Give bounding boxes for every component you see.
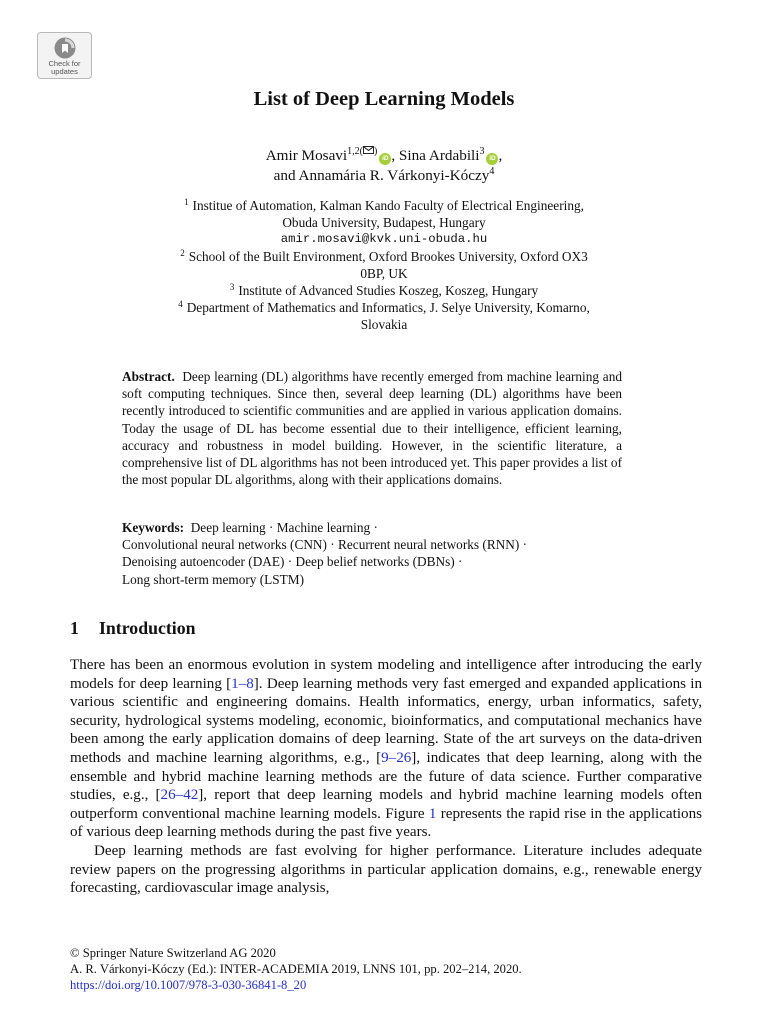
badge-text-line2: updates [51, 67, 78, 76]
author-affiliation-marker: 4 [489, 166, 495, 177]
affiliation-4: $^4$ Department of Mathematics and Informatics, J. Selye University, Komarno, [178, 298, 590, 315]
abstract-label: Abstract. [122, 369, 175, 384]
author-name: Sina Ardabili [398, 147, 480, 165]
badge-text-line1: Check for [48, 59, 81, 68]
keywords-line-3: Denoising autoencoder (DAE) · Deep belief networks (DBNs) · [122, 554, 463, 570]
affiliations [120, 197, 648, 333]
affiliation-1-line-2: Obuda University, Budapest, Hungary [282, 215, 486, 230]
paragraph-2: Deep learning methods are fast evolving for higher performance. Literature includes adequate review papers on the progressing algorithms in particular application domains, e.g., renewable energy forecasting, cardiovascular image analysis, [70, 842, 702, 897]
envelope-icon[interactable] [363, 146, 374, 154]
orcid-icon[interactable]: iD [486, 153, 498, 165]
copyright-line: © Springer Nature Switzerland AG 2020 [70, 946, 276, 960]
body-text [70, 656, 702, 898]
keywords [122, 519, 632, 588]
author-name: Annamária R. Várkonyi-Kóczy [298, 167, 490, 185]
citation-link[interactable]: 9–26 [381, 749, 412, 766]
author-line-1: Amir Mosavi$^{1,2( )}$iD , Sina Ardabili$^3$iD , [265, 146, 503, 165]
doi-link[interactable]: https://doi.org/10.1007/978-3-030-36841-8_20 [70, 978, 307, 992]
affiliation-2-line-2: 0BP, UK [360, 266, 408, 281]
citation-line: A. R. Várkonyi-Kóczy (Ed.): INTER-ACADEMIA 2019, LNNS 101, pp. 202–214, 2020. [70, 962, 522, 976]
keywords-line-2: Convolutional neural networks (CNN) · Recurrent neural networks (RNN) · [122, 537, 528, 553]
keywords-line-4: Long short-term memory (LSTM) [122, 571, 305, 587]
citation-link[interactable]: 26–42 [160, 787, 199, 804]
author-name: Amir Mosavi [265, 147, 348, 165]
abstract-text: Deep learning (DL) algorithms have recently emerged from machine learning and soft computing techniques. Since then, several deep learning (DL) algorithms have been recently introduced to scientific communities and are applied in various application domains. Today the usage of DL has become essential due to their intelligence, efficient learning, accuracy and robustness in model building. However, in the scientific literature, a comprehensive list of DL algorithms has not been introduced yet. This paper provides a list of the most popular DL algorithms, along with their applications domains. [122, 369, 622, 488]
author-email[interactable]: amir.mosavi@kvk.uni-obuda.hu [280, 232, 488, 246]
figure-link[interactable]: 1 [428, 805, 437, 822]
affiliation-2: $^2$ School of the Built Environment, Oxford Brookes University, Oxford OX3 [180, 247, 588, 264]
orcid-icon[interactable]: iD [379, 153, 391, 165]
section-number: 1 [70, 618, 79, 638]
affiliation-4-line-2: Slovakia [360, 317, 408, 332]
section-title: Introduction [99, 618, 196, 638]
check-for-updates-icon [53, 36, 77, 60]
citation-link[interactable]: 1–8 [231, 675, 254, 692]
section-heading [70, 618, 196, 639]
keywords-label: Keywords: [122, 520, 185, 535]
check-for-updates-badge[interactable] [37, 32, 92, 79]
paper-title: List of Deep Learning Models [253, 88, 515, 110]
abstract [122, 368, 622, 488]
footer [70, 945, 522, 993]
author-line-2: and Annamária R. Várkonyi-Kóczy$^4$ [273, 166, 495, 185]
affiliation-1: $^1$ Institue of Automation, Kalman Kando Faculty of Electrical Engineering, [184, 196, 584, 213]
affiliation-3: $^3$ Institute of Advanced Studies Koszeg, Koszeg, Hungary [229, 281, 539, 298]
author-affiliation-marker: 1,2( ) [347, 146, 378, 157]
author-list [0, 146, 768, 186]
paragraph-1: There has been an enormous evolution in system modeling and intelligence after introducing the early models for deep learning [1–8]. Deep learning methods very fast emerged and expanded applications in various scientific and engineering domains. Health informatics, energy, urban informatics, safety, security, hydrological systems modeling, economic, bioinformatics, and computational mechanics have been among the early application domains of deep learning. State of the art surveys on the data-driven methods and machine learning algorithms, e.g., [9–26], indicates that deep learning, along with the ensemble and hybrid machine learning methods are the future of data science. Further comparative studies, e.g., [26–42], report that deep learning models and hybrid machine learning models often outperform conventional machine learning models. Figure 1 represents the rapid rise in the applications of various deep learning methods during the past five years. [70, 657, 703, 841]
author-affiliation-marker: 3 [479, 146, 485, 157]
keywords-line-1: Deep learning · Machine learning · [190, 520, 378, 535]
